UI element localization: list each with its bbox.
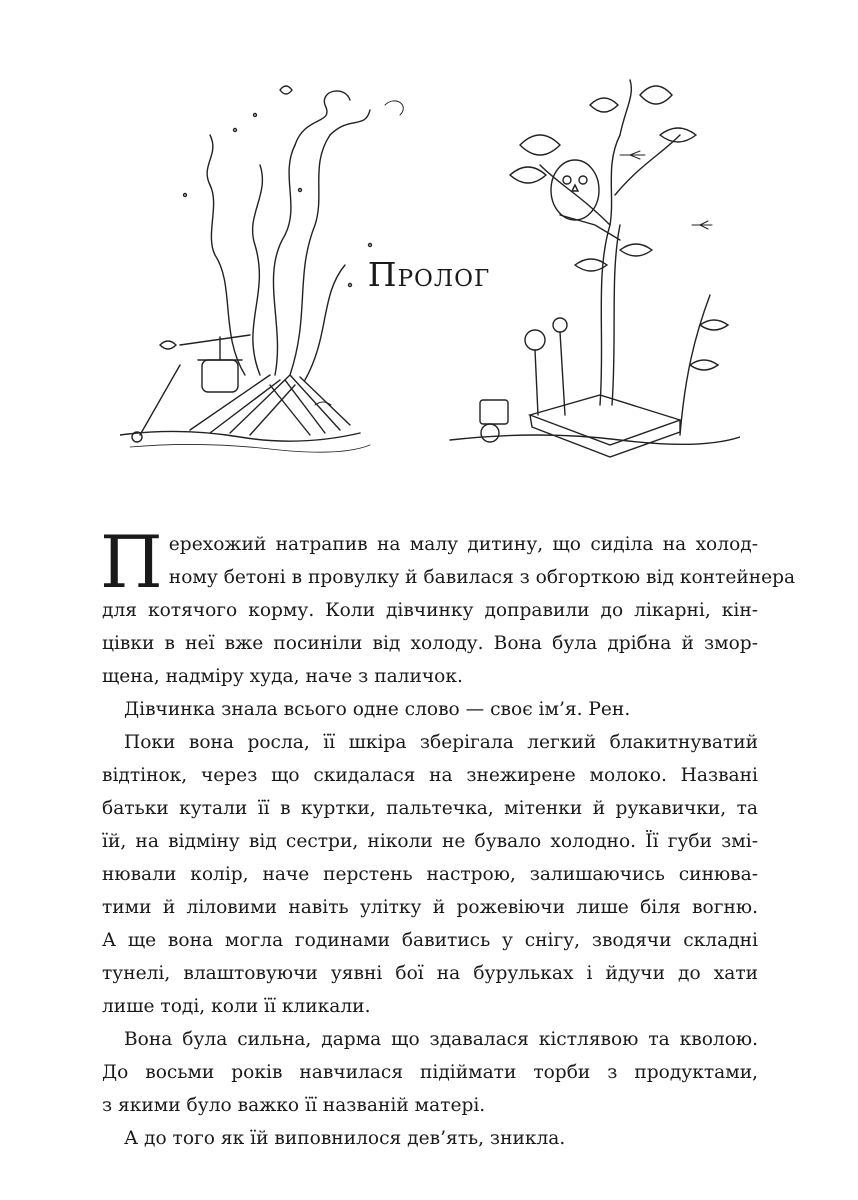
text-line: лише тоді, коли її кликали. bbox=[102, 996, 371, 1017]
text-line: для котячого корму. Коли дівчинку доправили до лікарні, кін- bbox=[102, 600, 758, 621]
text-line: Дівчинка знала всього одне слово — своє ім’я. Рен. bbox=[124, 699, 631, 720]
text-line: відтінок, через що скидалася на знежирене молоко. Названі bbox=[102, 765, 758, 786]
chapter-title: Пролог bbox=[367, 255, 491, 294]
text-line: їй, на відміну від сестри, ніколи не бувало холодно. Її губи змі- bbox=[102, 831, 758, 852]
text-line: з якими було важко її названій матері. bbox=[102, 1095, 486, 1116]
text-line: ному бетоні в провулку й бавилася з обгорткою від контейнера bbox=[168, 567, 796, 588]
text-line: нювали колір, наче перстень настрою, залишаючись синюва- bbox=[102, 864, 758, 885]
prologue-text bbox=[100, 520, 796, 1155]
text-line: До восьми років навчилася підіймати торби з продуктами, bbox=[102, 1062, 758, 1083]
text-line: цівки в неї вже посиніли від холоду. Вона була дрібна й змор- bbox=[102, 633, 758, 654]
text-line: ерехожий натрапив на малу дитину, що сиділа на холод- bbox=[168, 534, 758, 555]
text-line: тунелі, влаштовуючи уявні бої на бурульках і йдучи до хати bbox=[102, 963, 758, 984]
text-line: А ще вона могла годинами бавитись у снігу, зводячи складні bbox=[102, 930, 758, 951]
text-line: Вона була сильна, дарма що здавалася кістлявою та кволою. bbox=[124, 1029, 758, 1050]
text-line: Поки вона росла, її шкіра зберігала легкий блакитнуватий bbox=[124, 732, 758, 753]
text-line: А до того як їй виповнилося дев’ять, зникла. bbox=[124, 1128, 566, 1149]
text-line: батьки кутали її в куртки, пальтечка, мітенки й рукавички, та bbox=[102, 798, 758, 819]
text-line: тими й ліловими навіть улітку й рожевіючи лише біля вогню. bbox=[102, 897, 758, 918]
drop-cap: П bbox=[100, 520, 163, 604]
text-line: щена, надміру худа, наче з паличок. bbox=[102, 666, 463, 687]
